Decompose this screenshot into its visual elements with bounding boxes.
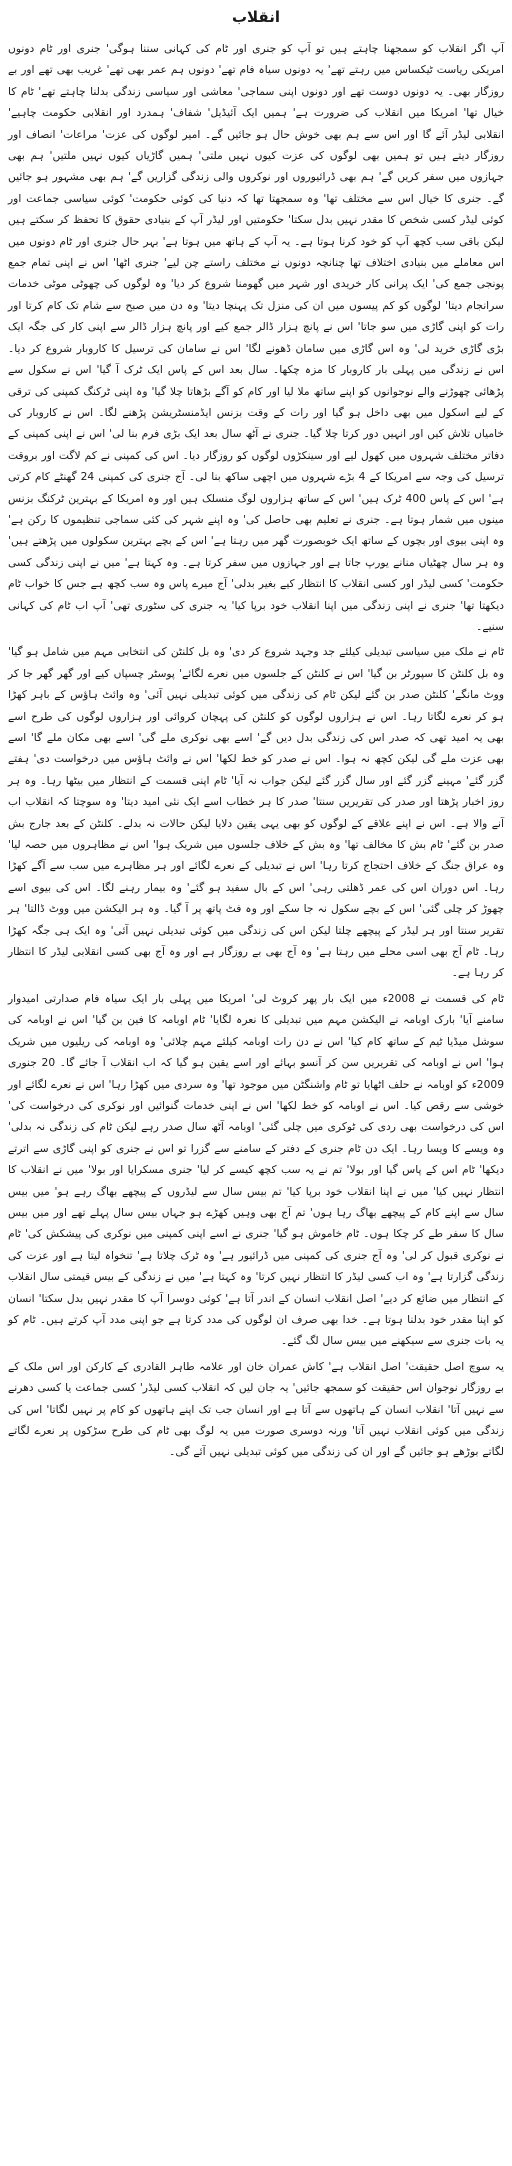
article-paragraph-2: ٹام نے ملک میں سیاسی تبدیلی کیلئے جد وجہد شروع کر دی' وہ بل کلنٹن کی انتخابی مہم میں شامل ہو گیا' وہ بل کلنٹن کا سپورٹر بن گیا' اس نے کلنٹن کے جلسوں میں نعرے لگائے' پوسٹر چسپاں کیے اور گھر گھر جا کر ووٹ مانگے' کلنٹن صدر بن گئے لیکن ٹام کی زندگی میں کوئی تبدیلی نہیں آئی' وہ وائٹ ہاؤس کے باہر کھڑا ہو کر نعرے لگاتا رہا۔ اس نے ہزاروں لوگوں کو کلنٹن کی پہچان کروائی اور ہزاروں لوگوں کی طرح اسے بھی یہ امید تھی کہ صدر اس کی زندگی بدل دیں گے' اسے بھی نوکری ملے گی' اسے بھی مکان ملے گا' اسے بھی عزت ملے گی لیکن کچھ نہ ہوا۔ اس نے صدر کو خط لکھا' اس نے وائٹ ہاؤس میں درخواست دی' ہفتے گزر گئے' مہینے گزر گئے اور سال گزر گئے لیکن جواب نہ آیا' ٹام اپنی قسمت کے انتظار میں بیٹھا رہا۔ وہ ہر روز اخبار پڑھتا اور صدر کی تقریریں سنتا' صدر کا ہر خطاب اسے ایک نئی امید دیتا' وہ سوچتا کہ انقلاب اب آنے والا ہے۔ اس نے اپنے علاقے کے لوگوں کو بھی یہی یقین دلایا لیکن حالات نہ بدلے۔ کلنٹن کے بعد جارج بش صدر بن گئے' ٹام بش کا مخالف تھا' وہ بش کے خلاف جلسوں میں شریک ہوا' اس نے مظاہروں میں حصہ لیا' وہ عراق جنگ کے خلاف احتجاج کرتا رہا' اس نے تبدیلی کے نعرے لگائے اور ہر مظاہرے میں سب سے آگے کھڑا رہا۔ اس دوران اس کی عمر ڈھلتی رہی' اس کے بال سفید ہو گئے' وہ بیمار رہنے لگا۔ اس کی بیوی اسے چھوڑ کر چلی گئی' اس کے بچے سکول نہ جا سکے اور وہ فٹ پاتھ پر آ گیا۔ وہ ہر الیکشن میں ووٹ ڈالتا' ہر تقریر سنتا اور ہر لیڈر کے پیچھے چلتا لیکن اس کی زندگی میں کوئی تبدیلی نہیں آئی' وہ ایک ہی جگہ کھڑا رہا۔ ٹام آج بھی اسی محلے میں رہتا ہے' وہ آج بھی بے روزگار ہے اور وہ آج بھی کسی انقلابی لیڈر کا انتظار کر رہا ہے۔ — [8, 645, 504, 980]
article-paragraph-3: ٹام کی قسمت نے 2008ء میں ایک بار پھر کروٹ لی' امریکا میں پہلی بار ایک سیاہ فام صدارتی امیدوار سامنے آیا' بارک اوبامہ نے الیکشن مہم میں تبدیلی کا نعرہ لگایا' ٹام اوبامہ کا فین بن گیا' اس نے اوبامہ کی سوشل میڈیا ٹیم کے ساتھ کام کیا' اس نے دن رات اوبامہ کیلئے مہم چلائی' وہ اوبامہ کی ریلیوں میں شریک ہوا' اس نے اوبامہ کی تقریریں سن کر آنسو بہائے اور اسے یقین ہو گیا کہ اب انقلاب آ جائے گا۔ 20 جنوری 2009ء کو اوبامہ نے حلف اٹھایا تو ٹام واشنگٹن میں موجود تھا' وہ سردی میں کھڑا رہا' اس نے نعرے لگائے اور خوشی سے رقص کیا۔ اس نے اوبامہ کو خط لکھا' اس نے اپنی خدمات گنوائیں اور نوکری کی درخواست کی' اس کی درخواست بھی ردی کی ٹوکری میں چلی گئی' اوبامہ آٹھ سال صدر رہے لیکن ٹام کی زندگی نہ بدلی' وہ ویسے کا ویسا رہا۔ ایک دن ٹام جنری کے دفتر کے سامنے سے گزرا تو اس نے جنری کو اپنی گاڑی سے اترتے دیکھا' ٹام اس کے پاس گیا اور بولا' تم نے یہ سب کچھ کیسے کر لیا' جنری مسکرایا اور بولا' میں نے انقلاب کا انتظار نہیں کیا' میں نے اپنا انقلاب خود برپا کیا' تم بیس سال سے لیڈروں کے پیچھے بھاگ رہے ہو' میں بیس سال سے اپنے کام کے پیچھے بھاگ رہا ہوں' تم آج بھی وہیں کھڑے ہو جہاں بیس سال پہلے تھے اور میں بیس سال کا سفر طے کر چکا ہوں۔ ٹام خاموش ہو گیا' جنری نے اسے اپنی کمپنی میں نوکری کی پیشکش کی' ٹام نے نوکری قبول کر لی' وہ آج جنری کی کمپنی میں ڈرائیور ہے' وہ ٹرک چلاتا ہے' تنخواہ لیتا ہے اور عزت کی زندگی گزارتا ہے' وہ اب کسی لیڈر کا انتظار نہیں کرتا' وہ کہتا ہے' میں نے زندگی کے بیس قیمتی سال انقلاب کے انتظار میں ضائع کر دیے' اصل انقلاب انسان کے اندر آتا ہے' کوئی دوسرا آپ کا مقدر نہیں بدل سکتا' انسان کو اپنا مقدر خود بدلنا ہوتا ہے۔ خدا بھی صرف ان لوگوں کی مدد کرتا ہے جو اپنی مدد آپ کرتے ہیں۔ ٹام کو یہ بات جنری سے سیکھنے میں بیس سال لگ گئے۔ — [8, 991, 504, 1348]
article-paragraph-4: یہ سوچ اصل حقیقت' اصل انقلاب ہے' کاش عمران خان اور علامہ طاہر القادری کے کارکن اور اس ملک کے بے روزگار نوجوان اس حقیقت کو سمجھ جائیں' یہ جان لیں کہ انقلاب کسی لیڈر' کسی جماعت یا کسی دھرنے سے نہیں آتا' انقلاب انسان کے ہاتھوں سے آتا ہے اور انسان جب تک اپنے ہاتھوں کو کام پر نہیں لگاتا' اس کی زندگی میں کوئی انقلاب نہیں آتا' ورنہ دوسری صورت میں یہ لوگ بھی ٹام کی طرح سڑکوں پر نعرے لگاتے لگاتے بوڑھے ہو جائیں گے اور ان کی زندگی میں کوئی تبدیلی نہیں آئے گی۔ — [8, 1359, 504, 1459]
article-title: انقلاب — [231, 8, 281, 26]
article-paragraph-1: آپ اگر انقلاب کو سمجھنا چاہتے ہیں تو آپ کو جنری اور ٹام کی کہانی سننا ہوگی' جنری اور ٹام دونوں امریکی ریاست ٹیکساس میں رہتے تھے' یہ دونوں سیاہ فام تھے' دونوں ہم عمر بھی تھے' غریب بھی تھے اور بے روزگار بھی۔ یہ دونوں دوست تھے اور دونوں اپنی سماجی' معاشی اور سیاسی زندگی بدلنا چاہتے تھے' ٹام کا خیال تھا' امریکا میں انقلاب کی ضرورت ہے' ہمیں ایک آئیڈیل' شفاف' ہمدرد اور انقلابی حکومت چاہیے' انقلابی لیڈر آئے گا اور اس سے ہم بھی خوش حال ہو جائیں گے۔ امیر لوگوں کی عزت' مراعات' انصاف اور روزگار دیتے ہیں تو ہمیں بھی لوگوں کی عزت کیوں نہیں ملتی' ہمیں گاڑیاں کیوں نہیں ملتیں' ہم بھی جہازوں میں سفر کریں گے' ہم بھی ڈرائیوروں اور نوکروں والی زندگی گزاریں گے' ہم بھی مشہور ہو جائیں گے۔ جنری کا خیال اس سے مختلف تھا' وہ سمجھتا تھا کہ دنیا کی کوئی حکومت' کوئی سیاسی جماعت اور کوئی لیڈر کسی شخص کا مقدر نہیں بدل سکتا' حکومتیں اور لیڈر آپ کے بنیادی حقوق کا تحفظ کر سکتے ہیں لیکن باقی سب کچھ آپ کو خود کرنا ہوتا ہے۔ یہ آپ کے ہاتھ میں ہوتا ہے' بہر حال جنری اور ٹام دونوں میں اس معاملے میں بنیادی اختلاف تھا چنانچہ دونوں نے مختلف راستے چن لیے' جنری اٹھا' اس نے اپنی تمام جمع پونجی جمع کی' ایک پرانی کار خریدی اور شہر میں گھومنا شروع کر دیا' وہ لوگوں کی چھوٹی موٹی خدمات سرانجام دیتا' لوگوں کو کم پیسوں میں ان کی منزل تک پہنچا دیتا' وہ دن میں صبح سے شام تک کام کرتا اور رات کو اپنی گاڑی میں سو جاتا' اس نے پانچ ہزار ڈالر جمع کیے اور پانچ ہزار ڈالر سے اپنی کار کی جگہ ایک بڑی گاڑی خرید لی' وہ اس گاڑی میں سامان ڈھونے لگا' اس نے سامان کی ترسیل کا کاروبار شروع کر دیا۔ اس نے زندگی میں پہلی بار کاروبار کا مزہ چکھا۔ سال بعد اس کے پاس ایک ٹرک آ گیا' اس نے سکول سے پڑھائی چھوڑنے والے نوجوانوں کو اپنے ساتھ ملا لیا اور کام کو آگے بڑھاتا چلا گیا' وہ اپنی ٹرکنگ کمپنی کی ترقی کے لیے اسکول میں بھی داخل ہو گیا اور رات کے وقت بزنس ایڈمنسٹریشن پڑھنے لگا۔ اس نے کاروبار کی خامیاں تلاش کیں اور انہیں دور کرتا چلا گیا۔ جنری نے آٹھ سال بعد ایک بڑی فرم بنا لی' اس نے اپنی کمپنی کے دفاتر مختلف شہروں میں کھول لیے اور سینکڑوں لوگوں کو روزگار دیا۔ اس کی کمپنی نے کم لاگت اور بروقت ترسیل کی وجہ سے امریکا کے 4 بڑے شہروں میں اچھی ساکھ بنا لی۔ آج جنری کی کمپنی 24 گھنٹے کام کرتی ہے' اس کے پاس 400 ٹرک ہیں' اس کے ساتھ ہزاروں لوگ منسلک ہیں اور وہ امریکا کے بہترین ٹرکنگ بزنس مینوں میں شمار ہوتا ہے۔ جنری نے تعلیم بھی حاصل کی' وہ اپنے شہر کی کئی سماجی تنظیموں کا رکن ہے' وہ اپنی بیوی اور بچوں کے ساتھ ایک خوبصورت گھر میں رہتا ہے' اس کے بچے بہترین سکولوں میں پڑھتے ہیں' وہ ہر سال چھٹیاں منانے یورپ جاتا ہے اور جہازوں میں سفر کرتا ہے۔ وہ کہتا ہے' میں نے اپنی زندگی کسی حکومت' کسی لیڈر اور کسی انقلاب کا انتظار کیے بغیر بدلی' آج میرے پاس وہ سب کچھ ہے جس کا خواب ٹام دیکھتا تھا' جنری نے اپنی زندگی میں اپنا انقلاب خود برپا کیا' یہ جنری کی سٹوری تھی' آپ اب ٹام کی کہانی سنیے۔ — [8, 42, 504, 633]
